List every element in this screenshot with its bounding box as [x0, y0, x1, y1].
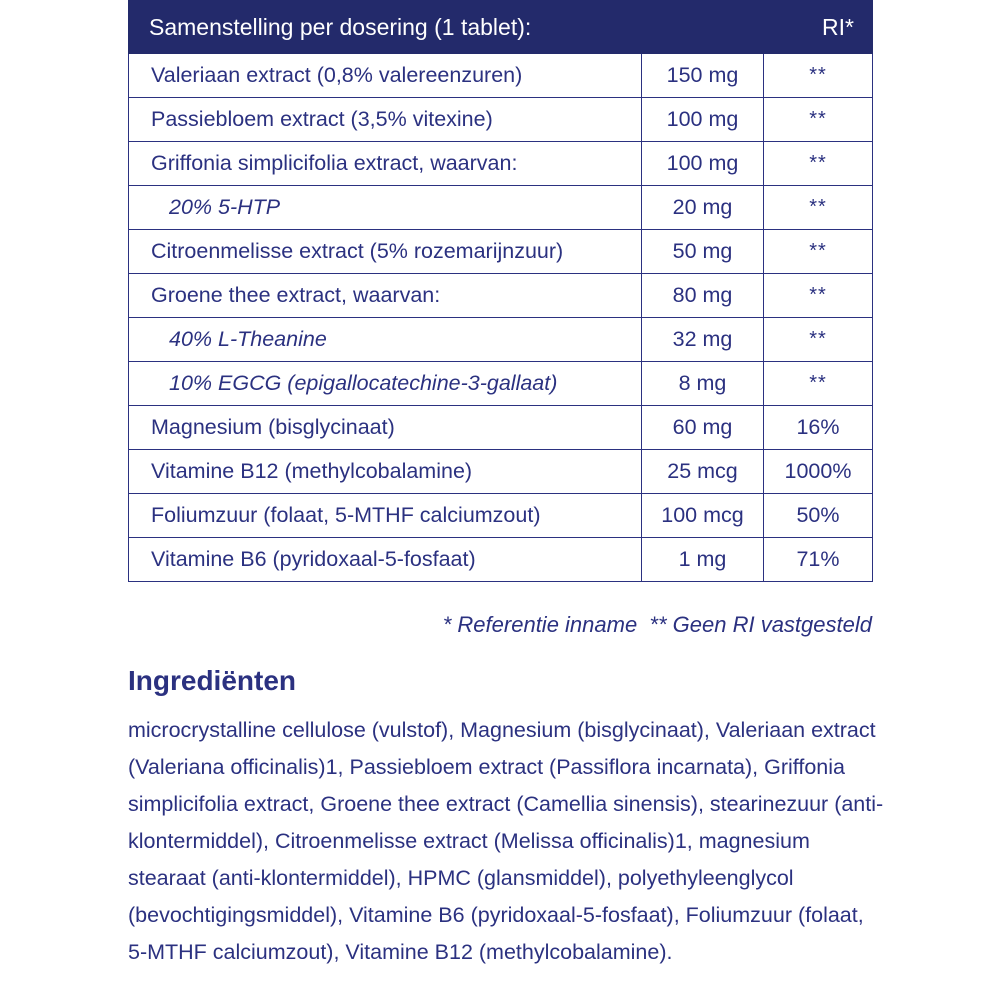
- ingredients-text: microcrystalline cellulose (vulstof), Magnesium (bisglycinaat), Valeriaan extract (Valeriana officinalis)1, Passiebloem extract (Passiflora incarnata), Griffonia simplicifolia extract, Groene thee extract (Camellia sinensis), stearinezuur (anti-klontermiddel), Citroenmelisse extract (Melissa officinalis)1, magnesium stearaat (anti-klontermiddel), HPMC (glansmiddel), polyethyleenglycol (bevochtigingsmiddel), Vitamine B6 (pyridoxaal-5-fosfaat), Foliumzuur (folaat, 5-MTHF calciumzout), Vitamine B12 (methylcobalamine).: [128, 718, 884, 964]
- ingredient-amount: 50 mg: [642, 230, 764, 274]
- ingredient-name: 10% EGCG (epigallocatechine-3-gallaat): [129, 362, 642, 406]
- ingredient-ri: **: [764, 142, 873, 186]
- ingredient-name: Valeriaan extract (0,8% valereenzuren): [129, 54, 642, 98]
- ingredient-amount: 25 mcg: [642, 450, 764, 494]
- ingredient-ri: **: [764, 98, 873, 142]
- table-header-row: [129, 1, 873, 54]
- table-body: [129, 54, 873, 582]
- table-footnote: [128, 612, 872, 638]
- ingredient-ri: **: [764, 54, 873, 98]
- table-row: [129, 274, 873, 318]
- table-row: [129, 54, 873, 98]
- ingredient-amount: 100 mg: [642, 142, 764, 186]
- ingredient-name: Groene thee extract, waarvan:: [129, 274, 642, 318]
- ingredient-ri: 50%: [764, 494, 873, 538]
- ingredient-amount: 32 mg: [642, 318, 764, 362]
- ingredient-amount: 150 mg: [642, 54, 764, 98]
- table-row: [129, 142, 873, 186]
- table-row: [129, 318, 873, 362]
- ingredient-amount: 60 mg: [642, 406, 764, 450]
- table-row: [129, 98, 873, 142]
- table-header-title: Samenstelling per dosering (1 tablet):: [129, 1, 642, 54]
- nutrition-table: [128, 0, 873, 582]
- ingredient-ri: **: [764, 274, 873, 318]
- table-row: [129, 362, 873, 406]
- ingredient-amount: 1 mg: [642, 538, 764, 582]
- table-row: [129, 406, 873, 450]
- ingredient-amount: 20 mg: [642, 186, 764, 230]
- ingredient-amount: 8 mg: [642, 362, 764, 406]
- ingredient-name: Magnesium (bisglycinaat): [129, 406, 642, 450]
- footnote-text: * Referentie inname ** Geen RI vastgesteld: [442, 612, 872, 637]
- table-header-amount: [642, 1, 764, 54]
- ingredient-ri: 16%: [764, 406, 873, 450]
- table-header: [129, 1, 873, 54]
- ingredient-ri: **: [764, 186, 873, 230]
- ingredient-name: 20% 5-HTP: [129, 186, 642, 230]
- table-row: [129, 186, 873, 230]
- ingredient-name: Vitamine B6 (pyridoxaal-5-fosfaat): [129, 538, 642, 582]
- table-row: [129, 230, 873, 274]
- ingredient-name: 40% L-Theanine: [129, 318, 642, 362]
- ingredient-ri: 1000%: [764, 450, 873, 494]
- ingredient-ri: 71%: [764, 538, 873, 582]
- ingredients-heading: Ingrediënten: [128, 665, 297, 696]
- ingredient-amount: 100 mcg: [642, 494, 764, 538]
- ingredient-name: Griffonia simplicifolia extract, waarvan:: [129, 142, 642, 186]
- ingredient-ri: **: [764, 362, 873, 406]
- table-row: [129, 494, 873, 538]
- ingredient-ri: **: [764, 318, 873, 362]
- ingredient-amount: 100 mg: [642, 98, 764, 142]
- ingredient-name: Foliumzuur (folaat, 5-MTHF calciumzout): [129, 494, 642, 538]
- table-row: [129, 538, 873, 582]
- table-header-ri: RI*: [764, 1, 873, 54]
- ingredient-name: Vitamine B12 (methylcobalamine): [129, 450, 642, 494]
- ingredient-name: Passiebloem extract (3,5% vitexine): [129, 98, 642, 142]
- ingredient-name: Citroenmelisse extract (5% rozemarijnzuur): [129, 230, 642, 274]
- table-row: [129, 450, 873, 494]
- ingredient-amount: 80 mg: [642, 274, 764, 318]
- ingredient-ri: **: [764, 230, 873, 274]
